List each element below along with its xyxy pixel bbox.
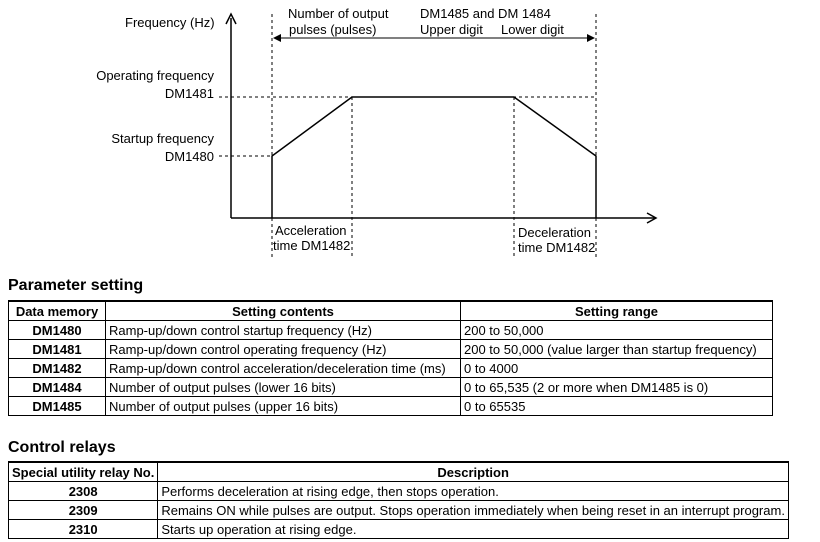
data-memory-cell: DM1482	[9, 359, 106, 378]
table-row	[9, 520, 789, 539]
column-header: Setting range	[461, 301, 773, 321]
column-header: Data memory	[9, 301, 106, 321]
relay-number-cell: 2310	[9, 520, 158, 539]
setting-range-cell: 0 to 65,535 (2 or more when DM1485 is 0)	[461, 378, 773, 397]
table-row	[9, 501, 789, 520]
setting-contents-cell: Ramp-up/down control startup frequency (Hz)	[106, 321, 461, 340]
y-axis-label: Frequency (Hz)	[125, 15, 215, 30]
table-row	[9, 397, 773, 416]
relay-description-cell: Starts up operation at rising edge.	[158, 520, 789, 539]
operating-frequency-label: Operating frequency	[96, 68, 214, 83]
acceleration-time-label: Acceleration	[275, 223, 347, 238]
control-relays-table	[8, 461, 789, 539]
relay-number-cell: 2309	[9, 501, 158, 520]
frequency-profile-curve	[272, 97, 596, 218]
setting-range-cell: 0 to 65535	[461, 397, 773, 416]
data-memory-cell: DM1484	[9, 378, 106, 397]
setting-contents-cell: Number of output pulses (lower 16 bits)	[106, 378, 461, 397]
dm-label-line1: DM1485 and DM 1484	[420, 6, 551, 21]
column-header: Setting contents	[106, 301, 461, 321]
setting-contents-cell: Number of output pulses (upper 16 bits)	[106, 397, 461, 416]
table-row	[9, 340, 773, 359]
setting-range-cell: 200 to 50,000 (value larger than startup frequency)	[461, 340, 773, 359]
deceleration-time-dm: time DM1482	[518, 240, 596, 255]
deceleration-time-label: Deceleration	[518, 225, 591, 240]
setting-range-cell: 200 to 50,000	[461, 321, 773, 340]
table-row	[9, 321, 773, 340]
pulses-span-arrowhead-left	[273, 34, 281, 42]
setting-range-cell: 0 to 4000	[461, 359, 773, 378]
frequency-profile-diagram	[0, 0, 820, 270]
dm-lower-digit-label: Lower digit	[501, 22, 564, 37]
table-row	[9, 378, 773, 397]
dm-upper-digit-label: Upper digit	[420, 22, 483, 37]
startup-frequency-label: Startup frequency	[111, 131, 214, 146]
pulses-label-line1: Number of output	[288, 6, 389, 21]
data-memory-cell: DM1480	[9, 321, 106, 340]
parameter-setting-title: Parameter setting	[8, 277, 144, 294]
operating-frequency-dm: DM1481	[164, 86, 214, 101]
parameter-setting-table	[8, 300, 773, 416]
pulses-span-arrowhead-right	[587, 34, 595, 42]
column-header: Description	[158, 462, 789, 482]
data-memory-cell: DM1485	[9, 397, 106, 416]
pulses-label-line2: pulses (pulses)	[289, 22, 377, 37]
acceleration-time-dm: time DM1482	[273, 238, 351, 253]
column-header: Special utility relay No.	[9, 462, 158, 482]
data-memory-cell: DM1481	[9, 340, 106, 359]
table-header-row	[9, 301, 773, 321]
setting-contents-cell: Ramp-up/down control acceleration/deceleration time (ms)	[106, 359, 461, 378]
control-relays-title: Control relays	[8, 439, 116, 456]
startup-frequency-dm: DM1480	[164, 149, 214, 164]
relay-number-cell: 2308	[9, 482, 158, 501]
table-row	[9, 359, 773, 378]
setting-contents-cell: Ramp-up/down control operating frequency (Hz)	[106, 340, 461, 359]
table-row	[9, 482, 789, 501]
relay-description-cell: Remains ON while pulses are output. Stops operation immediately when being reset in an interrupt program.	[158, 501, 789, 520]
relay-description-cell: Performs deceleration at rising edge, then stops operation.	[158, 482, 789, 501]
table-header-row	[9, 462, 789, 482]
